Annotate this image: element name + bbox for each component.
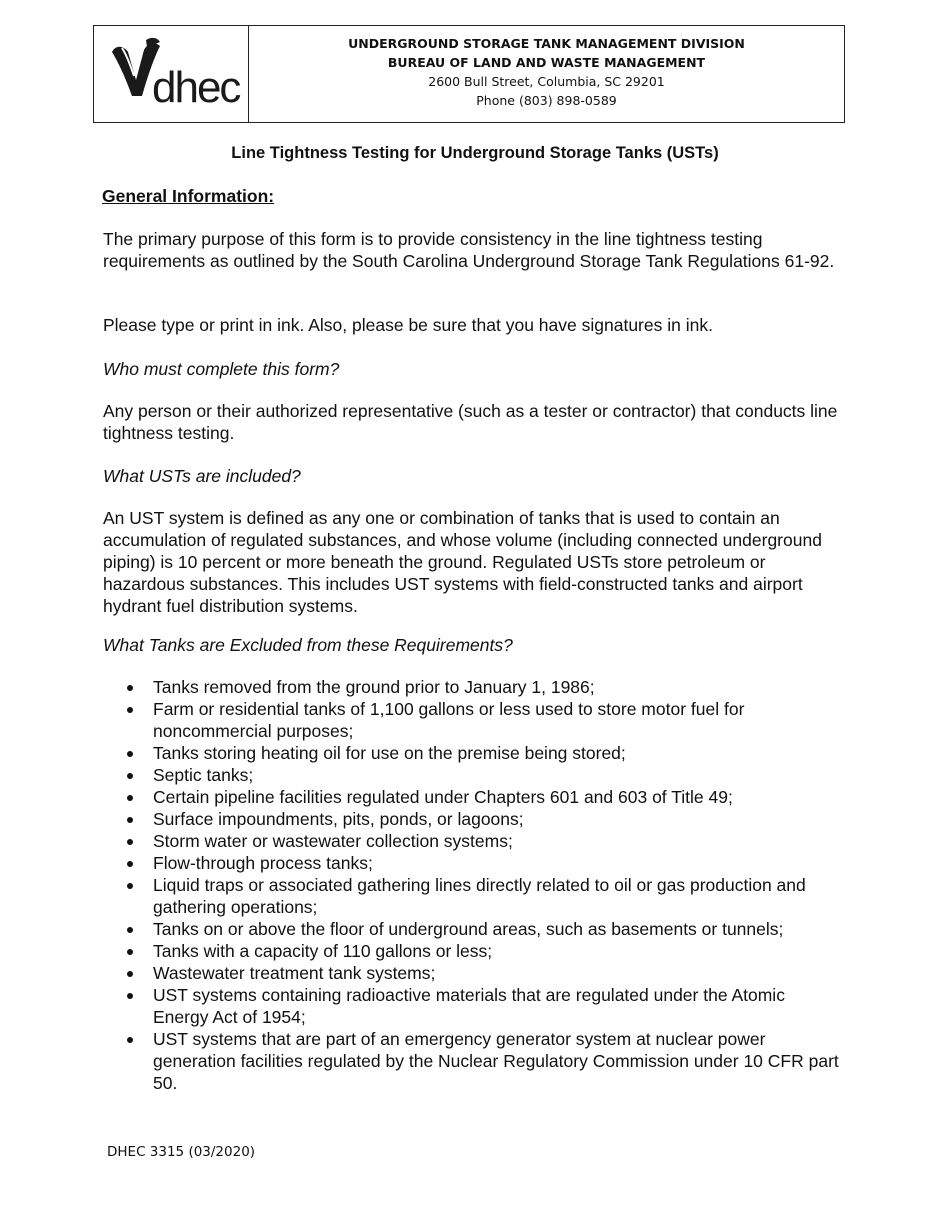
logo-text: dhec — [152, 63, 240, 112]
form-title: Line Tightness Testing for Underground Storage Tanks (USTs) — [231, 144, 719, 162]
list-item: Storm water or wastewater collection systems; — [122, 830, 842, 852]
list-item: Septic tanks; — [122, 764, 842, 786]
excluded-list — [122, 676, 842, 1094]
list-item: Farm or residential tanks of 1,100 gallons or less used to store motor fuel for noncommercial purposes; — [122, 698, 842, 742]
list-item: Flow-through process tanks; — [122, 852, 842, 874]
answer-what: An UST system is defined as any one or combination of tanks that is used to contain an accumulation of regulated substances, and whose volume (including connected underground piping) is 10 percent or more beneath the ground. Regulated USTs store petroleum or hazardous substances. This includes UST systems with field-constructed tanks and airport hydrant fuel distribution systems. — [103, 508, 822, 616]
form-number: DHEC 3315 (03/2020) — [107, 1144, 256, 1160]
general-info-heading: General Information: — [102, 186, 275, 206]
agency-info — [249, 26, 844, 122]
division-name: UNDERGROUND STORAGE TANK MANAGEMENT DIVISION — [348, 36, 745, 51]
answer-who: Any person or their authorized representative (such as a tester or contractor) that conducts line tightness testing. — [103, 401, 838, 443]
list-item: Surface impoundments, pits, ponds, or lagoons; — [122, 808, 842, 830]
agency-address: 2600 Bull Street, Columbia, SC 29201 — [428, 74, 665, 89]
list-item: Liquid traps or associated gathering lines directly related to oil or gas production and gathering operations; — [122, 874, 842, 918]
list-item: Tanks removed from the ground prior to January 1, 1986; — [122, 676, 842, 698]
ink-note: Please type or print in ink. Also, please be sure that you have signatures in ink. — [103, 315, 713, 335]
list-item: UST systems that are part of an emergency generator system at nuclear power generation facilities regulated by the Nuclear Regulatory Commission under 10 CFR part 50. — [122, 1028, 842, 1094]
list-item: Certain pipeline facilities regulated under Chapters 601 and 603 of Title 49; — [122, 786, 842, 808]
agency-phone: Phone (803) 898-0589 — [476, 93, 617, 108]
list-item: Wastewater treatment tank systems; — [122, 962, 842, 984]
list-item: Tanks with a capacity of 110 gallons or less; — [122, 940, 842, 962]
bureau-name: BUREAU OF LAND AND WASTE MANAGEMENT — [387, 55, 706, 70]
question-what: What USTs are included? — [103, 466, 301, 486]
purpose-paragraph: The primary purpose of this form is to provide consistency in the line tightness testing requirements as outlined by the South Carolina Underground Storage Tank Regulations 61-92. — [103, 229, 835, 271]
list-item: Tanks on or above the floor of underground areas, such as basements or tunnels; — [122, 918, 842, 940]
list-item: UST systems containing radioactive materials that are regulated under the Atomic Energy Act of 1954; — [122, 984, 842, 1028]
dhec-logo — [94, 26, 249, 122]
question-who: Who must complete this form? — [103, 359, 340, 379]
question-excluded: What Tanks are Excluded from these Requirements? — [103, 635, 513, 655]
header-box — [93, 25, 845, 123]
list-item: Tanks storing heating oil for use on the premise being stored; — [122, 742, 842, 764]
